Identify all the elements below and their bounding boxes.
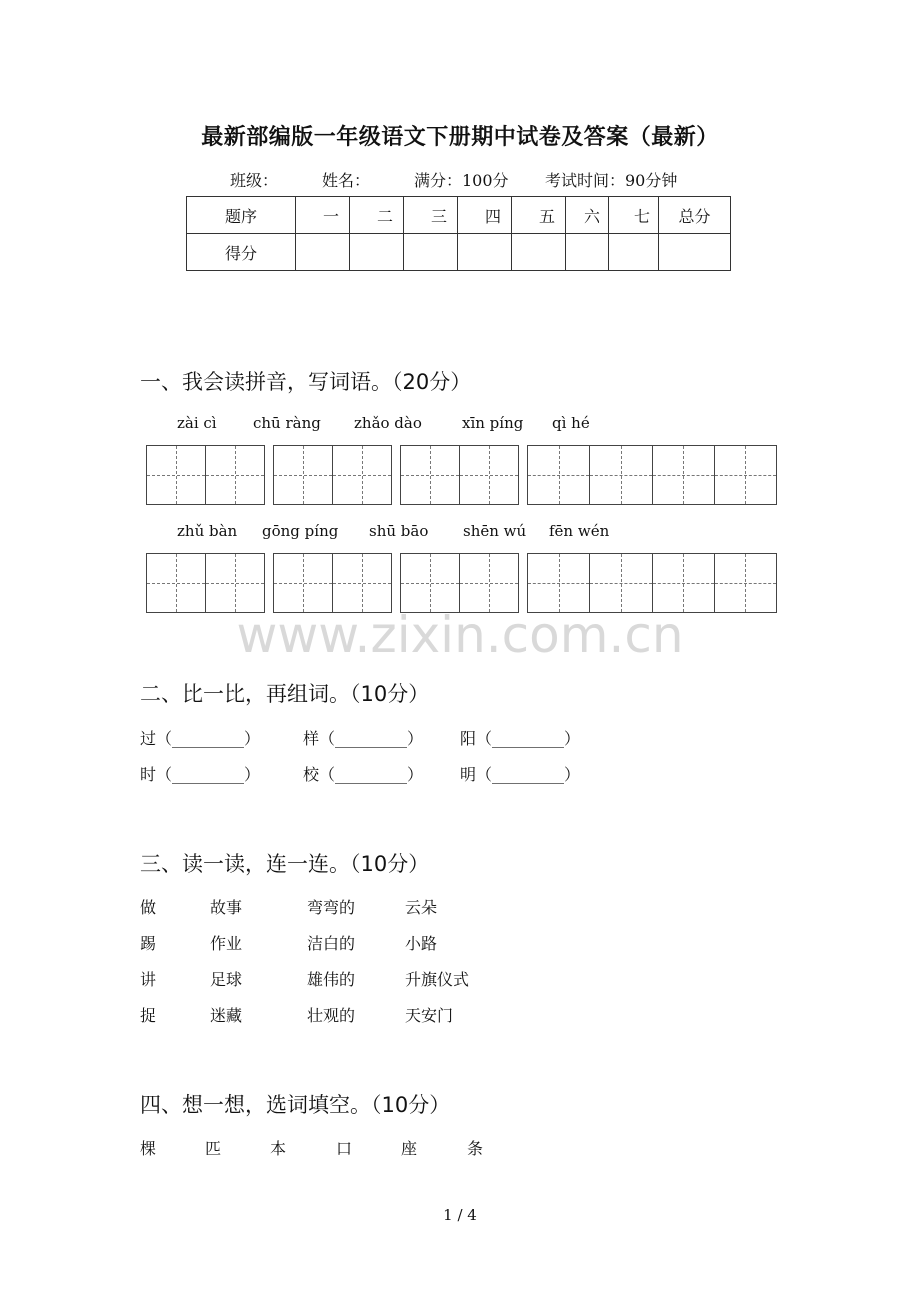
score-cell[interactable]	[609, 234, 659, 271]
measure-word: 口	[336, 1139, 353, 1158]
word-blank[interactable]: 时（_________）	[140, 765, 261, 784]
word-blank[interactable]: 过（_________）	[140, 729, 261, 748]
pinyin-label: qì hé	[552, 414, 590, 432]
pinyin-label: xīn píng	[462, 414, 524, 432]
match-word: 升旗仪式	[405, 970, 470, 989]
pinyin-label: gōng píng	[262, 522, 339, 540]
word-blank[interactable]: 校（_________）	[303, 765, 424, 784]
header-cell: 六	[566, 197, 609, 234]
section2-heading: 二、比一比，再组词。（10分）	[140, 682, 430, 706]
exam-time-label: 考试时间：90分钟	[545, 171, 678, 190]
writing-grid[interactable]	[146, 553, 265, 613]
measure-word: 条	[467, 1139, 484, 1158]
page-number: 1 / 4	[443, 1206, 477, 1224]
word-blank[interactable]: 样（_________）	[303, 729, 424, 748]
header-cell: 五	[512, 197, 566, 234]
writing-grid[interactable]	[527, 445, 777, 505]
full-score-label: 满分：100分	[414, 171, 509, 190]
measure-word: 棵	[140, 1139, 157, 1158]
match-word: 天安门	[405, 1006, 454, 1025]
header-cell: 二	[350, 197, 404, 234]
score-table	[186, 196, 731, 271]
pinyin-label: zhǔ bàn	[177, 522, 238, 540]
pinyin-label: shū bāo	[369, 522, 429, 540]
section4-heading: 四、想一想，选词填空。（10分）	[140, 1093, 451, 1117]
match-word: 云朵	[405, 898, 438, 917]
match-word: 踢	[140, 934, 157, 953]
measure-word: 座	[401, 1139, 418, 1158]
match-word: 捉	[140, 1006, 157, 1025]
header-cell: 总分	[659, 197, 731, 234]
writing-grid[interactable]	[273, 445, 392, 505]
row-label-cell: 得分	[187, 234, 296, 271]
header-cell: 一	[296, 197, 350, 234]
match-word: 壮观的	[307, 1006, 356, 1025]
pinyin-label: zài cì	[177, 414, 217, 432]
writing-grid[interactable]	[527, 553, 777, 613]
score-cell[interactable]	[512, 234, 566, 271]
measure-word: 匹	[205, 1139, 222, 1158]
writing-grid[interactable]	[400, 445, 519, 505]
match-word: 迷藏	[210, 1006, 243, 1025]
score-cell[interactable]	[458, 234, 512, 271]
header-cell: 四	[458, 197, 512, 234]
match-word: 作业	[210, 934, 243, 953]
score-cell[interactable]	[296, 234, 350, 271]
score-cell[interactable]	[659, 234, 731, 271]
header-cell: 三	[404, 197, 458, 234]
pinyin-label: chū ràng	[253, 414, 321, 432]
measure-word: 本	[270, 1139, 287, 1158]
match-word: 故事	[210, 898, 243, 917]
pinyin-label: fēn wén	[549, 522, 610, 540]
section1-heading: 一、我会读拼音，写词语。（20分）	[140, 370, 472, 394]
page-title: 最新部编版一年级语文下册期中试卷及答案（最新）	[201, 125, 719, 150]
header-cell: 题序	[187, 197, 296, 234]
match-word: 小路	[405, 934, 438, 953]
score-cell[interactable]	[404, 234, 458, 271]
pinyin-label: zhǎo dào	[354, 414, 422, 432]
score-cell[interactable]	[350, 234, 404, 271]
score-table-score-row	[187, 234, 731, 271]
match-word: 洁白的	[307, 934, 356, 953]
word-blank[interactable]: 阳（_________）	[460, 729, 581, 748]
match-word: 讲	[140, 970, 157, 989]
writing-grid[interactable]	[400, 553, 519, 613]
name-label: 姓名：	[322, 171, 371, 190]
match-word: 雄伟的	[307, 970, 356, 989]
writing-grid[interactable]	[273, 553, 392, 613]
match-word: 弯弯的	[307, 898, 356, 917]
match-word: 做	[140, 898, 157, 917]
score-table-header-row	[187, 197, 731, 234]
watermark: www.zixin.com.cn	[236, 606, 684, 664]
match-word: 足球	[210, 970, 243, 989]
writing-grid[interactable]	[146, 445, 265, 505]
word-blank[interactable]: 明（_________）	[460, 765, 581, 784]
score-cell[interactable]	[566, 234, 609, 271]
class-label: 班级：	[230, 171, 279, 190]
section3-heading: 三、读一读，连一连。（10分）	[140, 852, 430, 876]
header-cell: 七	[609, 197, 659, 234]
pinyin-label: shēn wú	[463, 522, 527, 540]
